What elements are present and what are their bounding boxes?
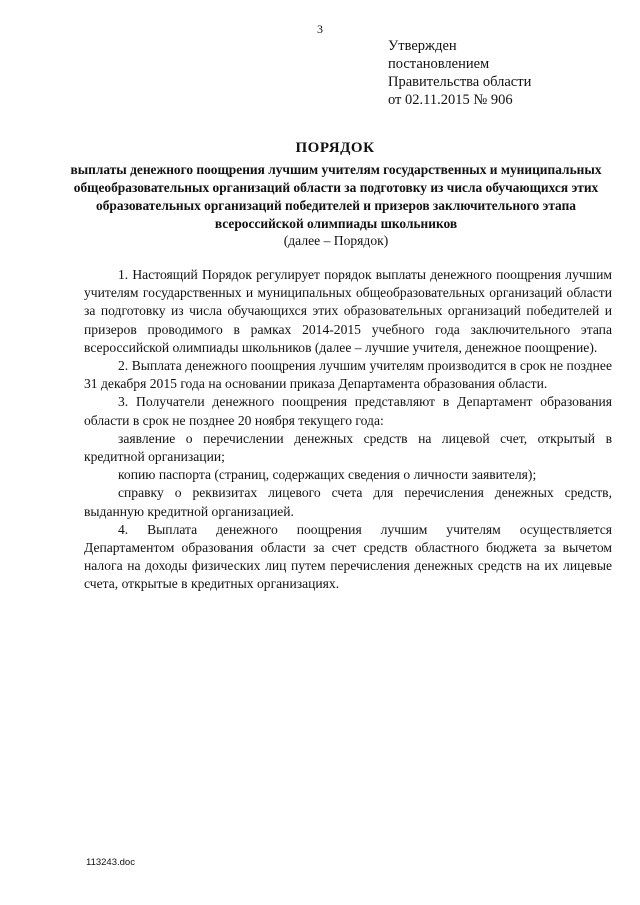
document-title: ПОРЯДОК [295, 140, 375, 156]
document-subtitle: выплаты денежного поощрения лучшим учителям государственных и муниципальных общеобразовательных организаций области за подготовку из числа обучающихся этих образовательных организаций победителей и призеров заключительного этапа всероссийской олимпиады школьников [70, 162, 602, 231]
approval-line-date: от 02.11.2015 № 906 [388, 92, 513, 108]
paragraph-3: 3. Получатели денежного поощрения представляют в Департамент образования области в срок не позднее 20 ноября текущего года: [84, 394, 612, 428]
approval-line-government: Правительства области [388, 74, 532, 90]
paragraph-3-item-certificate: справку о реквизитах лицевого счета для перечисления денежных средств, выданную кредитной организацией. [84, 485, 612, 519]
paragraph-1: 1. Настоящий Порядок регулирует порядок выплаты денежного поощрения лучшим учителям государственных и муниципальных общеобразовательных организаций области за подготовку из числа обучающихся этих образовательных организаций победителей и призеров проводимого в рамках 2014-2015 учебного года заключительного этапа всероссийской олимпиады школьников (далее – лучшие учителя, денежное поощрение). [84, 267, 612, 355]
approval-line-approved: Утвержден [388, 38, 457, 54]
approval-stamp [388, 37, 531, 109]
file-name-footer: 113243.doc [86, 857, 135, 868]
document-subtitle-note: (далее – Порядок) [283, 233, 389, 248]
paragraph-3-item-application: заявление о перечислении денежных средств на лицевой счет, открытый в кредитной организации; [84, 430, 612, 465]
paragraph-2: 2. Выплата денежного поощрения лучшим учителям производится в срок не позднее 31 декабря 2015 года на основании приказа Департамента образования области. [84, 358, 612, 392]
page-number: 3 [317, 22, 323, 36]
paragraph-3-item-passport: копию паспорта (страниц, содержащих сведения о личности заявителя); [118, 467, 537, 483]
approval-line-resolution: постановлением [388, 56, 490, 72]
document-body [84, 266, 612, 594]
paragraph-4: 4. Выплата денежного поощрения лучшим учителям осуществляется Департаментом образования области за счет средств областного бюджета за вычетом налога на доходы физических лиц путем перечисления денежных средств на их лицевые счета, открытые в кредитных организациях. [84, 521, 612, 592]
